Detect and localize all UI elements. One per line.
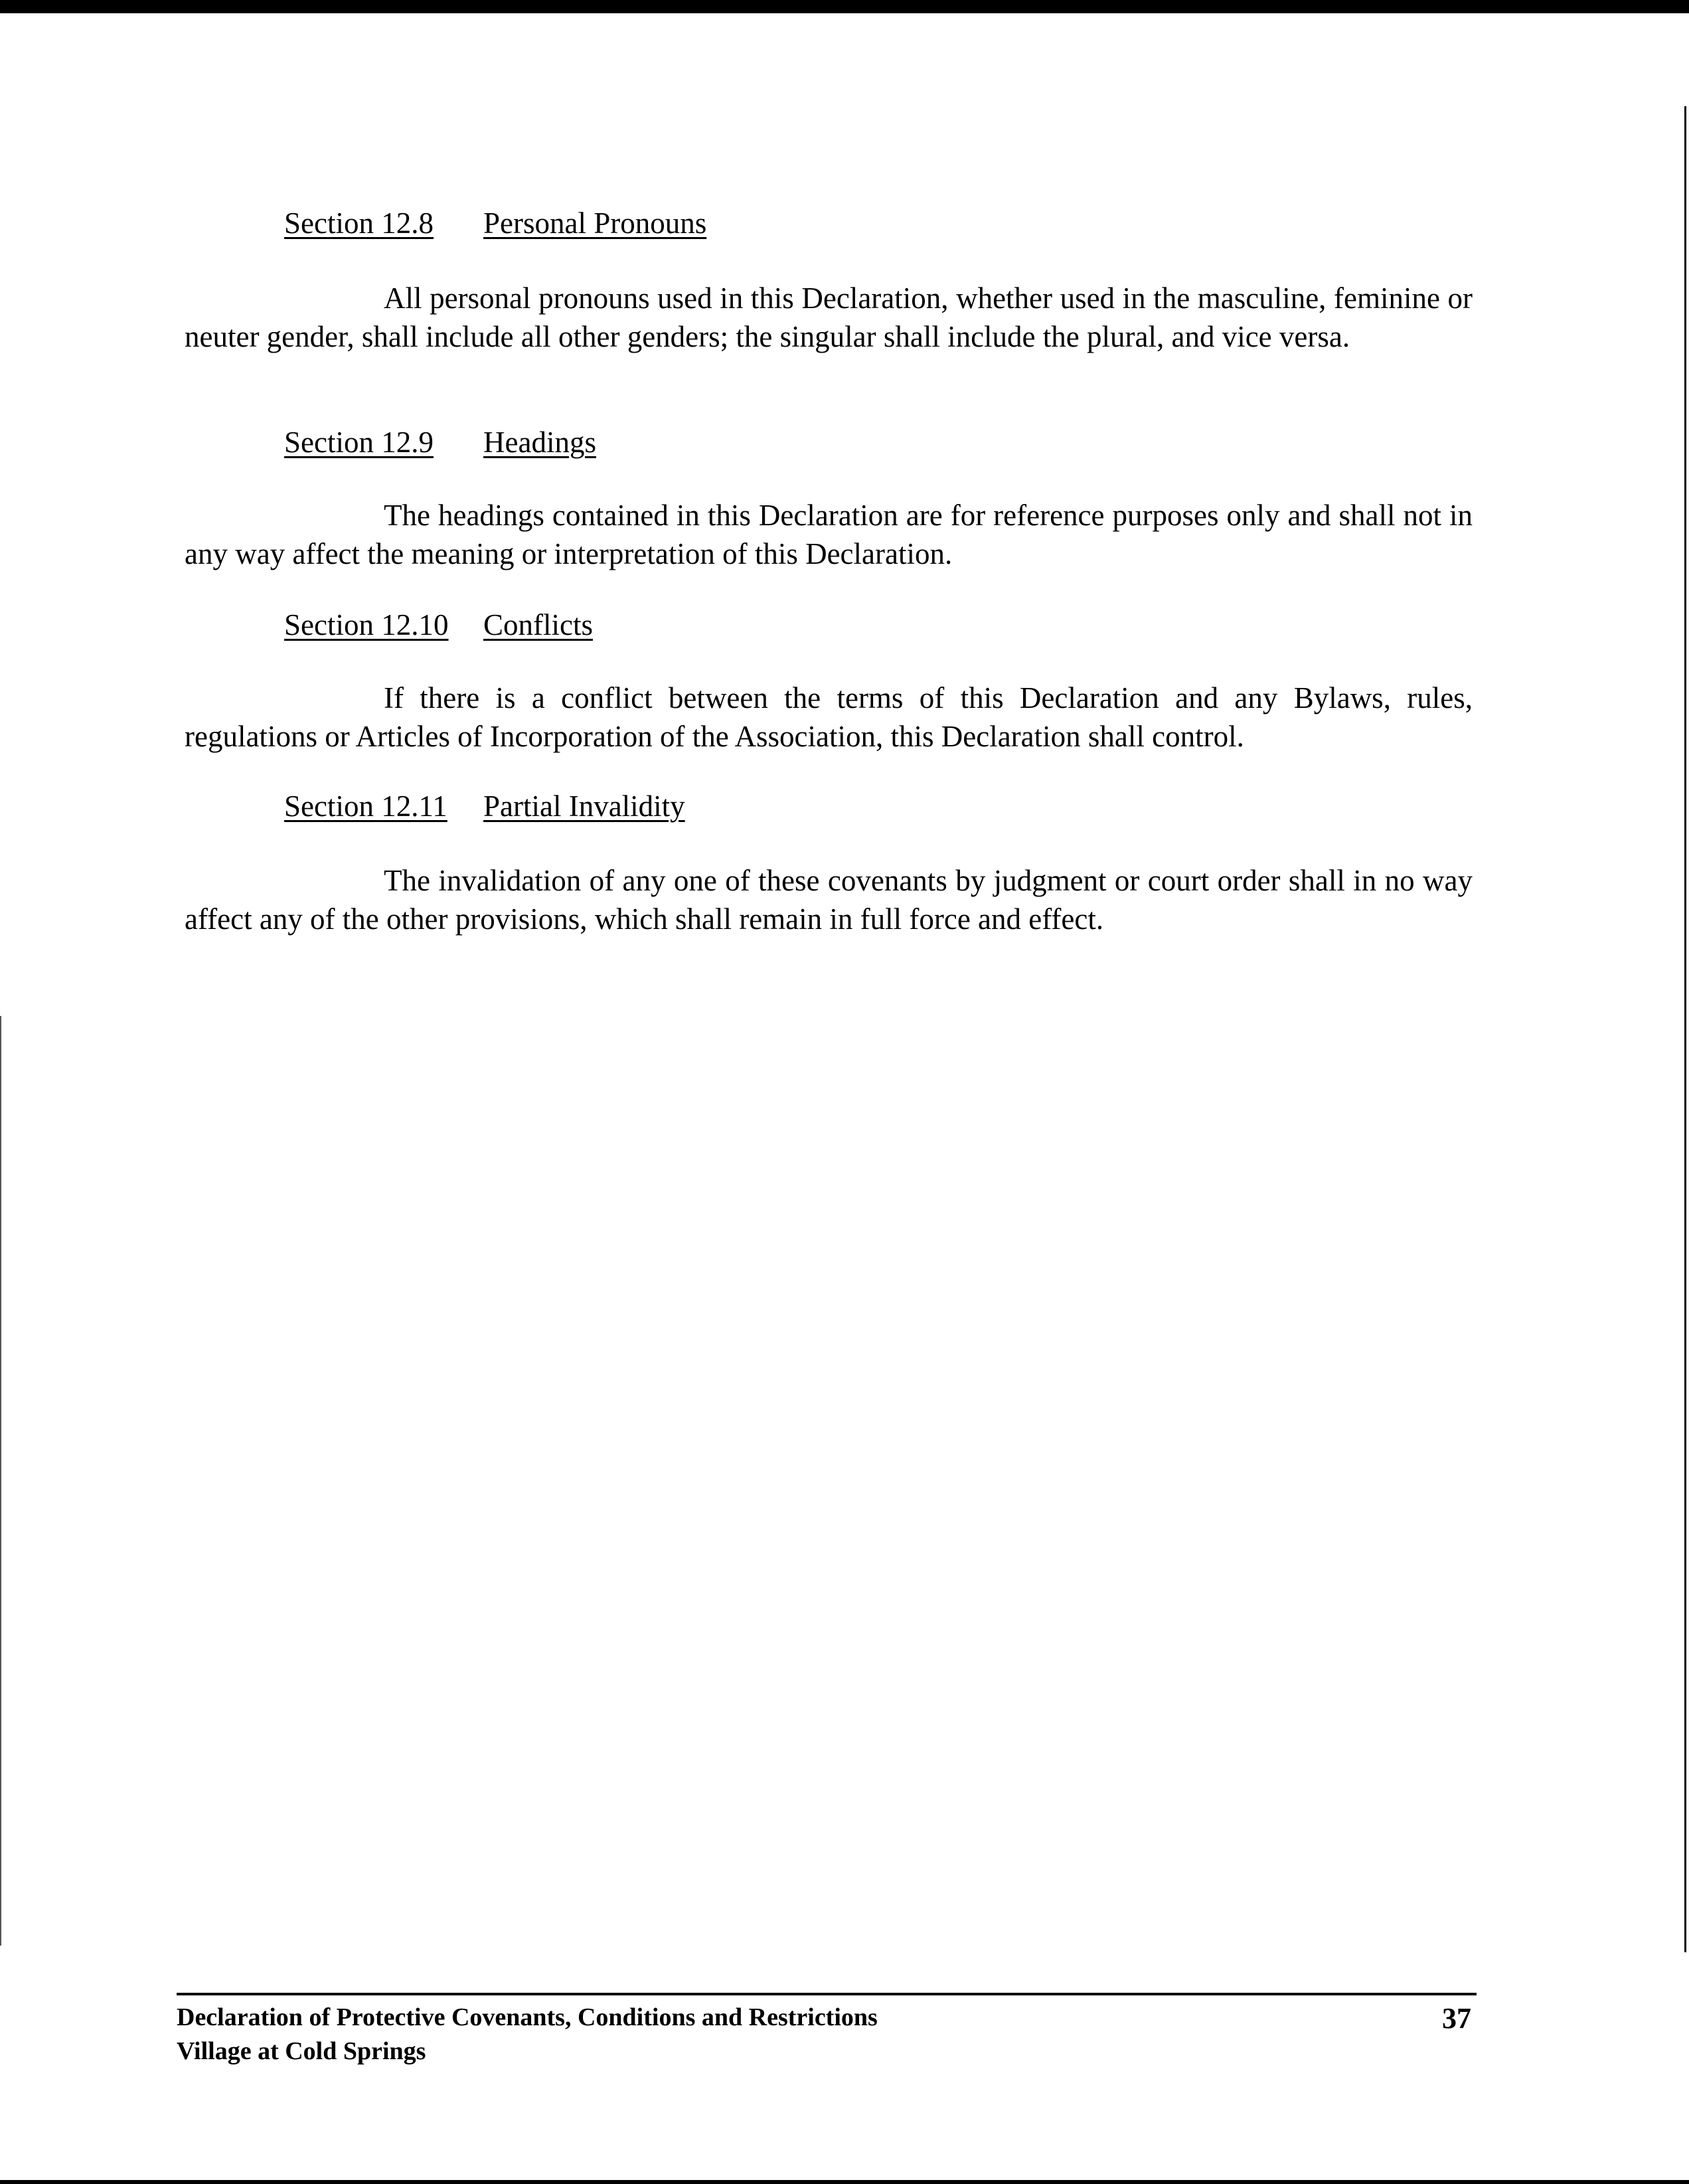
section-heading-12-9 [284, 424, 596, 461]
section-body-12-9: The headings contained in this Declaration are for reference purposes only and shall not in any way affect the meaning or interpretation of this Declaration. [185, 499, 1473, 570]
footer-rule [177, 1993, 1477, 1995]
footer-community-name: Village at Cold Springs [177, 2037, 426, 2065]
section-number: Section 12.8 [284, 207, 434, 240]
section-heading-12-10 [284, 606, 593, 643]
footer-document-title: Declaration of Protective Covenants, Conditions and Restrictions [177, 2003, 878, 2031]
section-heading-12-8 [284, 205, 706, 242]
section-heading-12-11 [284, 788, 685, 825]
section-body-12-8: All personal pronouns used in this Declaration, whether used in the masculine, feminine or neuter gender, shall include all other genders; the singular shall include the plural, and vice versa. [185, 282, 1473, 353]
scan-top-border [0, 0, 1689, 13]
section-title: Partial Invalidity [483, 790, 685, 823]
section-body-12-11: The invalidation of any one of these covenants by judgment or court order shall in no way affect any of the other provisions, which shall remain in full force and effect. [185, 864, 1473, 936]
section-title: Conflicts [483, 608, 593, 641]
page-number: 37 [1442, 2002, 1471, 2035]
section-title: Headings [483, 426, 596, 459]
section-body-12-10: If there is a conflict between the terms of this Declaration and any Bylaws, rules, regulations or Articles of Incorporation of the Association, this Declaration shall control. [185, 681, 1473, 753]
section-number: Section 12.9 [284, 426, 434, 459]
section-title: Personal Pronouns [483, 207, 707, 240]
section-number: Section 12.10 [284, 608, 449, 641]
scan-left-edge [0, 1016, 1, 1946]
scan-right-edge [1684, 106, 1686, 1952]
scan-bottom-border [0, 2180, 1689, 2184]
section-number: Section 12.11 [284, 790, 447, 823]
